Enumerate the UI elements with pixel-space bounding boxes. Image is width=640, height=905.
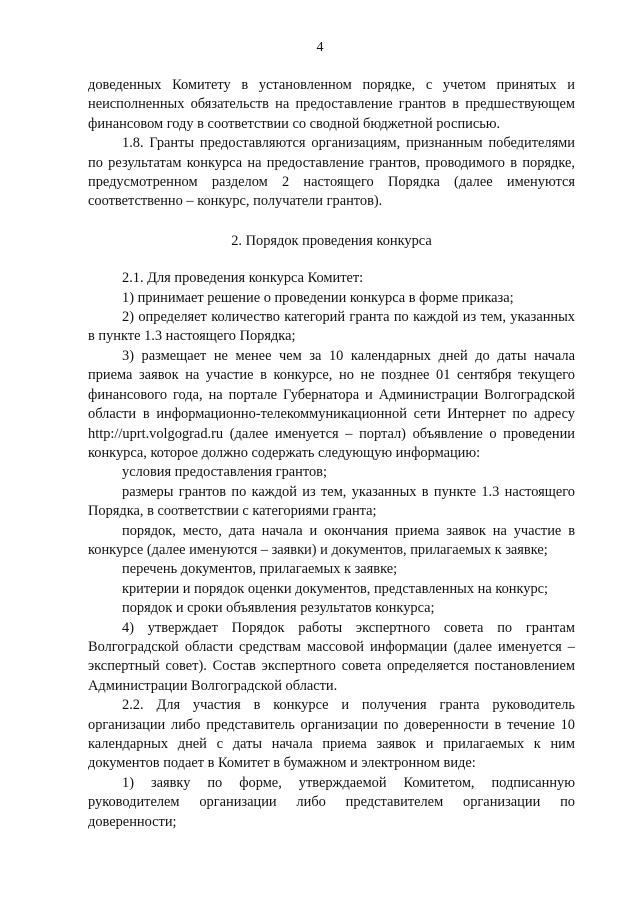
paragraph-1-8: 1.8. Гранты предоставляются организациям, признанным победителями по результатам конкурса на предоставление грантов, проводимого в порядке, предусмотренном разделом 2 настоящего Порядка (далее именуются соответственно – конкурс, получатели грантов).: [88, 135, 575, 210]
document-body: [88, 76, 575, 832]
list-item-1: 1) принимает решение о проведении конкурса в форме приказа;: [122, 289, 514, 306]
spacer: [88, 212, 575, 232]
spacer: [88, 251, 575, 269]
list-item-application: 1) заявку по форме, утверждаемой Комитетом, подписанную руководителем организации либо представителем организации по доверенности;: [88, 774, 575, 830]
page-number: 4: [316, 40, 324, 55]
list-item-2: 2) определяет количество категорий гранта по каждой из тем, указанных в пункте 1.3 настоящего Порядка;: [88, 309, 575, 345]
info-item-procedure: порядок, место, дата начала и окончания приема заявок на участие в конкурсе (далее именуются – заявки) и документов, прилагаемых к заявке;: [88, 522, 575, 558]
info-item-results: порядок и сроки объявления результатов конкурса;: [122, 600, 435, 617]
paragraph-2-1: 2.1. Для проведения конкурса Комитет:: [122, 270, 364, 287]
list-item-4: 4) утверждает Порядок работы экспертного совета по грантам Волгоградской области средствам массовой информации (далее именуется – экспертный совет). Состав экспертного совета определяется постановлением Администрации Волгоградской области.: [88, 619, 575, 694]
paragraph-2-2: 2.2. Для участия в конкурсе и получения гранта руководитель организации либо представитель организации по доверенности в течение 10 календарных дней с даты начала приема заявок и прилагаемых к ним документов подает в Комитет в бумажном и электронном виде:: [88, 697, 575, 772]
section-heading: 2. Порядок проведения конкурса: [231, 232, 432, 249]
info-item-criteria: критерии и порядок оценки документов, представленных на конкурс;: [122, 580, 549, 597]
info-item-documents: перечень документов, прилагаемых к заявке;: [122, 561, 398, 578]
info-item-sizes: размеры грантов по каждой из тем, указанных в пункте 1.3 настоящего Порядка, в соответствии с категориями гранта;: [88, 483, 575, 520]
list-item-3: 3) размещает не менее чем за 10 календарных дней до даты начала приема заявок на участие в конкурсе, но не позднее 01 сентября текущего финансового года, на портале Губернатора и Администрации Волгоградской области в информационно-телекоммуникационной сети Интернет по адресу http://uprt.volgograd.ru (далее именуется – портал) объявление о проведении конкурса, которое должно содержать следующую информацию:: [88, 347, 575, 461]
info-item-conditions: условия предоставления грантов;: [122, 464, 327, 481]
paragraph-continuation: доведенных Комитету в установленном порядке, с учетом принятых и неисполненных обязательств на предоставление грантов в предшествующем финансовом году в соответствии со сводной бюджетной росписью.: [88, 77, 575, 132]
